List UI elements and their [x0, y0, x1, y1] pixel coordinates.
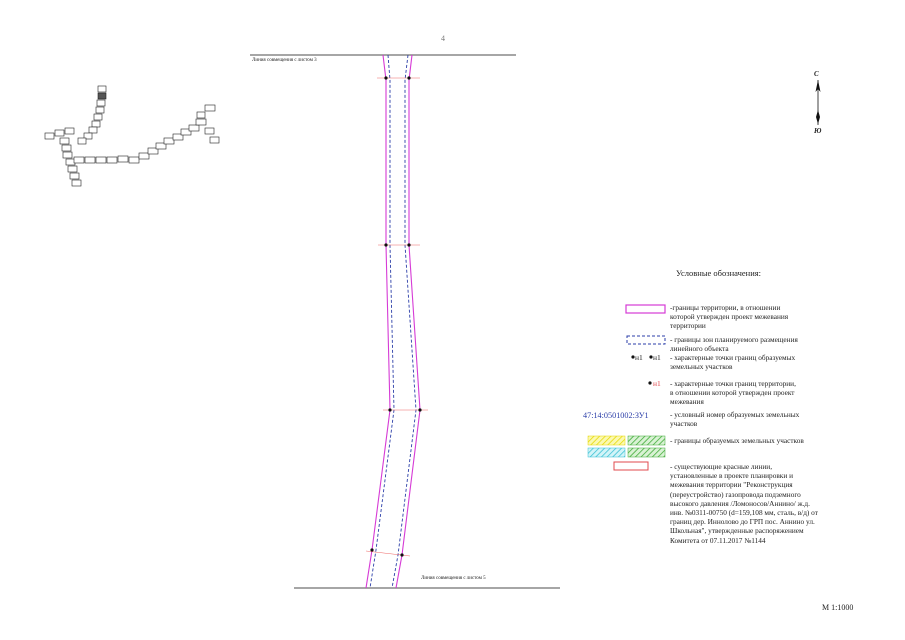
legend-text-placement-zone: - границы зон планируемого размещения линейного объекта: [670, 335, 798, 354]
legend-title: Условные обозначения:: [676, 268, 762, 278]
legend-text-red-lines: - существующие красные линии, установленные в проекте планировки и межевания территории "Реконструкция (переустройство) газопровода подземного высокого давления /Ломоносов/Аннино/ ж.д. инв. №0311-00750 (d=159,108 мм, сталь, в/д) от границ дер. Иннолово до ГРП пос. Аннино ул. Школьная", утвержденные распоряжением Комитета от 07.11.2017 №1144: [670, 462, 818, 545]
match-line-bottom-label: Линия совмещения с листом 5: [421, 576, 486, 581]
compass-south-label: Ю: [814, 127, 822, 135]
territory-boundary-right: [396, 55, 420, 588]
legend-hatch-green-1: [628, 436, 665, 445]
legend-territory-point-label: н1: [653, 379, 661, 388]
legend-hatch-green-2: [628, 448, 665, 457]
characteristic-points: [366, 76, 428, 556]
overview-scheme: [45, 86, 219, 186]
point-pair-2: [378, 243, 420, 246]
legend-text-territory-boundary: -границы территории, в отношении которой утвержден проект межевания территории: [670, 303, 789, 331]
legend-swatch-territory: [626, 305, 665, 313]
placement-zone-left: [370, 55, 394, 588]
legend-hatch-cyan: [588, 448, 625, 457]
legend-swatch-zone: [627, 336, 665, 344]
legend-text-parcel-boundaries: - границы образуемых земельных участков: [670, 436, 804, 445]
placement-zone-right: [392, 55, 416, 588]
overview-vertical-branch: [78, 86, 106, 144]
point-pair-3: [383, 408, 428, 411]
scale-label: М 1:1000: [822, 603, 854, 612]
point-pair-4: [366, 548, 410, 556]
legend-territory-point: [648, 381, 651, 384]
page-number: 4: [441, 34, 445, 43]
overview-main-line: [74, 105, 219, 163]
corridor: [366, 55, 420, 588]
legend-text-cadastral-number: - условный номер образуемых земельных участков: [670, 410, 800, 429]
north-arrow-icon: [816, 80, 821, 125]
match-line-top-label: Линия совмещения с листом 3: [252, 58, 317, 63]
legend-parcel-point-label-1: н1: [635, 353, 643, 362]
legend-swatch-red-lines: [614, 462, 648, 470]
legend-parcel-point-label-2: н1: [653, 353, 661, 362]
legend-text-territory-points: - характерные точки границ территории, в отношении которой утвержден проект межевания: [670, 379, 796, 407]
legend-hatch-yellow: [588, 436, 625, 445]
point-pair-1: [377, 76, 420, 79]
territory-boundary-left: [366, 55, 390, 588]
legend-cadastral-sample: 47:14:0501002:ЗУ1: [583, 411, 649, 420]
compass-north-label: С: [814, 70, 819, 78]
legend-text-parcel-points: - характерные точки границ образуемых земельных участков: [670, 353, 796, 372]
